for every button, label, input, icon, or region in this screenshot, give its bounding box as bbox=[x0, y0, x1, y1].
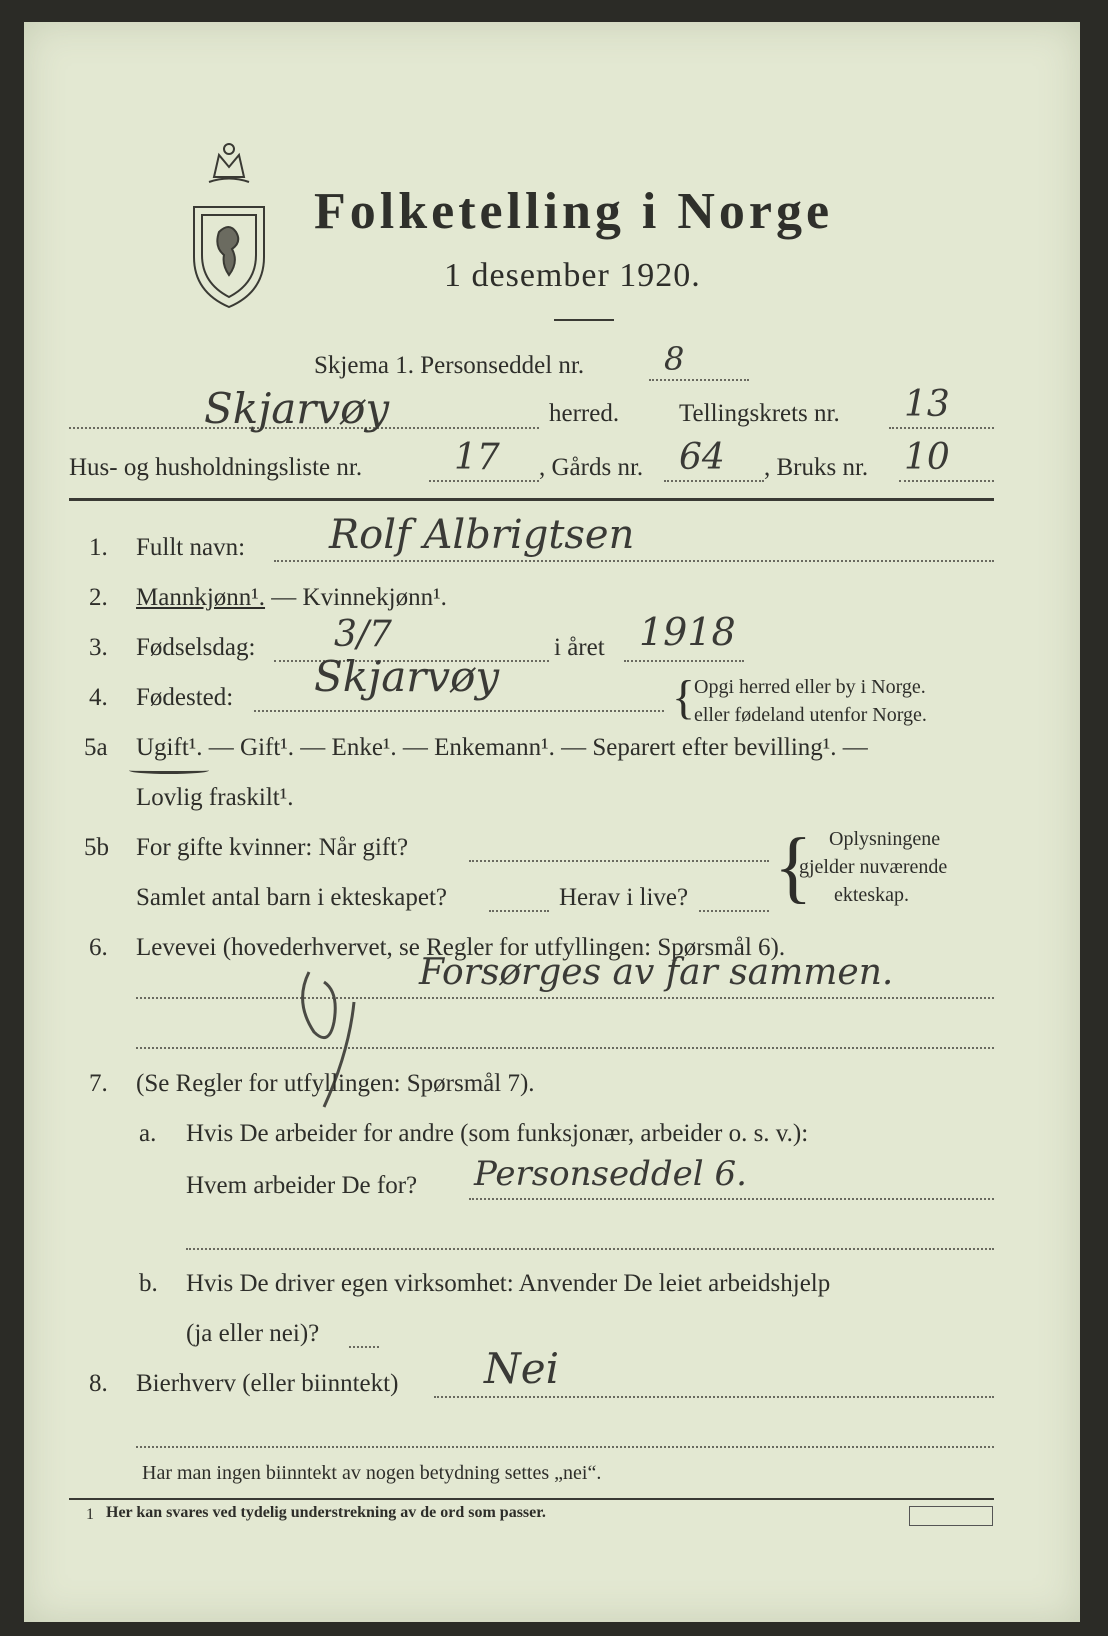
q5b-note-2: gjelder nuværende bbox=[799, 856, 948, 878]
ugift-option: Ugift¹. bbox=[136, 734, 203, 761]
q7a-line bbox=[469, 1198, 994, 1200]
q3-year-line bbox=[624, 660, 744, 662]
coat-of-arms-icon bbox=[184, 137, 274, 312]
q5a-line2: Lovlig fraskilt¹. bbox=[136, 784, 294, 811]
footer-rule bbox=[69, 1498, 994, 1500]
q6-line-1 bbox=[136, 997, 994, 999]
q5a-options bbox=[136, 734, 868, 762]
tellingskrets-number: 13 bbox=[904, 384, 950, 425]
q2-options bbox=[136, 584, 447, 612]
birthdate-value: 3/7 bbox=[334, 614, 392, 655]
q4-line bbox=[254, 710, 664, 712]
q5b-label-2: Samlet antal barn i ekteskapet? bbox=[136, 884, 447, 911]
q5b-line-2 bbox=[489, 910, 549, 912]
q6-label: Levevei (hovederhvervet, se Regler for utfyllingen: Spørsmål 6). bbox=[136, 934, 786, 961]
q3-number: 3. bbox=[89, 634, 108, 661]
q2-separator: — bbox=[265, 584, 303, 611]
personseddel-number: 8 bbox=[664, 340, 685, 378]
herred-name: Skjarvøy bbox=[204, 384, 390, 433]
q4-number: 4. bbox=[89, 684, 108, 711]
ugift-underline bbox=[129, 767, 209, 774]
q5b-number: 5b bbox=[84, 834, 109, 861]
tellingskrets-line bbox=[889, 427, 994, 429]
footnote: Her kan svares ved tydelig understrekning av de ord som passer. bbox=[106, 1504, 546, 1521]
q5a-number: 5a bbox=[84, 734, 108, 761]
tellingskrets-label: Tellingskrets nr. bbox=[679, 400, 840, 427]
q4-note-2: eller fødeland utenfor Norge. bbox=[694, 704, 927, 726]
male-option: Mannkjønn¹. bbox=[136, 584, 266, 611]
q5b-brace: { bbox=[774, 823, 813, 911]
header-rule bbox=[69, 498, 994, 501]
title-divider bbox=[554, 319, 614, 321]
q5b-line-3 bbox=[699, 910, 769, 912]
q4-note-1: Opgi herred eller by i Norge. bbox=[694, 676, 926, 698]
q5b-label: For gifte kvinner: Når gift? bbox=[136, 834, 409, 861]
bruks-label: , Bruks nr. bbox=[764, 454, 869, 481]
q8-number: 8. bbox=[89, 1370, 108, 1397]
q7a-line-2 bbox=[186, 1248, 994, 1250]
q5b-line bbox=[469, 860, 769, 862]
personseddel-line bbox=[649, 379, 749, 381]
skjema-label: Skjema 1. Personseddel nr. bbox=[314, 352, 585, 379]
q1-line bbox=[274, 560, 994, 562]
q4-brace: { bbox=[672, 671, 696, 724]
female-option: Kvinnekjønn¹. bbox=[302, 584, 447, 611]
form-date: 1 desember 1920. bbox=[444, 257, 701, 294]
q7-number: 7. bbox=[89, 1070, 108, 1097]
hus-label: Hus- og husholdningsliste nr. bbox=[69, 454, 363, 481]
q7b-label-2: (ja eller nei)? bbox=[186, 1320, 320, 1347]
q1-label: Fullt navn: bbox=[136, 534, 246, 561]
q7a-label: Hvis De arbeider for andre (som funksjonær, arbeider o. s. v.): bbox=[186, 1120, 809, 1147]
birthplace-value: Skjarvøy bbox=[314, 652, 500, 701]
secondary-income-value: Nei bbox=[484, 1344, 560, 1393]
q3-label: Fødselsdag: bbox=[136, 634, 256, 661]
census-form bbox=[24, 22, 1080, 1622]
bruks-number: 10 bbox=[904, 437, 950, 478]
q7b-line bbox=[349, 1346, 379, 1348]
q2-number: 2. bbox=[89, 584, 108, 611]
hus-line bbox=[429, 480, 539, 482]
q7b-label: Hvis De driver egen virksomhet: Anvender De leiet arbeidshjelp bbox=[186, 1270, 831, 1297]
q5b-note-3: ekteskap. bbox=[834, 884, 909, 906]
birth-year-value: 1918 bbox=[639, 610, 736, 654]
employer-value: Personseddel 6. bbox=[474, 1154, 747, 1194]
gards-line bbox=[664, 480, 764, 482]
printer-stamp bbox=[909, 1506, 993, 1526]
q5b-note-1: Oplysningene bbox=[829, 828, 941, 850]
q7a-label-2: Hvem arbeider De for? bbox=[186, 1172, 418, 1199]
nei-note: Har man ingen biinntekt av nogen betydning settes „nei“. bbox=[142, 1462, 602, 1484]
q4-label: Fødested: bbox=[136, 684, 234, 711]
q1-number: 1. bbox=[89, 534, 108, 561]
q6-line-2 bbox=[136, 1047, 994, 1049]
gards-number: 64 bbox=[679, 437, 725, 478]
q7b-letter: b. bbox=[139, 1270, 158, 1297]
full-name-value: Rolf Albrigtsen bbox=[329, 512, 635, 558]
hus-number: 17 bbox=[454, 437, 500, 478]
q8-line bbox=[434, 1396, 994, 1398]
q3-year-label: i året bbox=[554, 634, 605, 661]
occupation-value: Forsørges av far sammen. bbox=[419, 952, 894, 993]
herred-label: herred. bbox=[549, 400, 620, 427]
q6-number: 6. bbox=[89, 934, 108, 961]
q8-line-2 bbox=[136, 1446, 994, 1448]
footnote-mark: 1 bbox=[86, 1506, 94, 1523]
bruks-line bbox=[899, 480, 994, 482]
q7-label: (Se Regler for utfyllingen: Spørsmål 7). bbox=[136, 1070, 535, 1097]
q5a-other-options: — Gift¹. — Enke¹. — Enkemann¹. — Separert efter bevilling¹. — bbox=[202, 734, 868, 761]
q8-label: Bierhverv (eller biinntekt) bbox=[136, 1370, 399, 1397]
gards-label: , Gårds nr. bbox=[539, 454, 644, 481]
q7a-letter: a. bbox=[139, 1120, 157, 1147]
form-title: Folketelling i Norge bbox=[314, 183, 834, 240]
q5b-label-3: Herav i live? bbox=[559, 884, 689, 911]
